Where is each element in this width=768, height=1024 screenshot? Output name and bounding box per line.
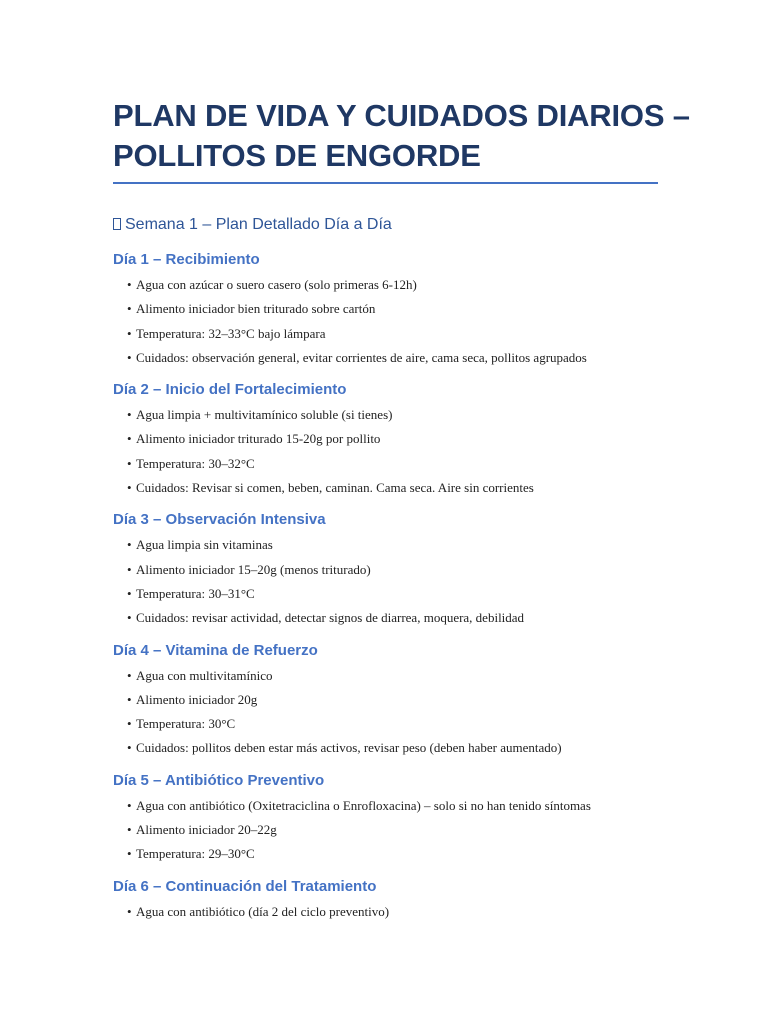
day-heading: Día 6 – Continuación del Tratamiento <box>113 877 377 895</box>
list-item <box>127 346 658 370</box>
bullet-icon: • <box>127 561 132 577</box>
bullet-icon: • <box>127 301 132 317</box>
day-heading: Día 1 – Recibimiento <box>113 251 260 268</box>
list-item-text: Cuidados: observación general, evitar corrientes de aire, cama seca, pollitos agrupados <box>136 349 587 365</box>
day-section <box>113 641 658 761</box>
day-section <box>113 510 658 630</box>
list-item <box>127 794 658 818</box>
list-item <box>127 476 658 500</box>
list-item <box>127 403 658 427</box>
week-section-heading <box>113 214 658 236</box>
bullet-icon: • <box>127 610 132 626</box>
list-item-text: Alimento iniciador bien triturado sobre cartón <box>136 301 376 317</box>
day-section <box>113 771 658 867</box>
list-item-text: Agua con multivitamínico <box>136 667 273 683</box>
day-heading: Día 2 – Inicio del Fortalecimiento <box>113 381 347 399</box>
list-item-text: Agua limpia + multivitamínico soluble (si tienes) <box>136 407 393 423</box>
list-item <box>127 273 658 297</box>
list-item <box>127 818 658 842</box>
list-item <box>127 582 658 606</box>
day-items-list <box>113 794 658 867</box>
day-items-list <box>113 533 658 630</box>
list-item-text: Alimento iniciador 20g <box>136 691 258 707</box>
list-item-text: Agua limpia sin vitaminas <box>136 537 273 553</box>
list-item <box>127 900 658 924</box>
missing-glyph-icon <box>113 218 121 230</box>
list-item <box>127 712 658 736</box>
list-item-text: Cuidados: revisar actividad, detectar signos de diarrea, moquera, debilidad <box>136 610 525 626</box>
list-item <box>127 533 658 557</box>
day-heading: Día 4 – Vitamina de Refuerzo <box>113 641 318 659</box>
document-page <box>113 96 690 924</box>
bullet-icon: • <box>127 585 132 601</box>
list-item-text: Agua con azúcar o suero casero (solo primeras 6-12h) <box>136 277 417 292</box>
bullet-icon: • <box>127 797 132 813</box>
bullet-icon: • <box>127 740 132 756</box>
list-item <box>127 664 658 688</box>
bullet-icon: • <box>127 846 132 862</box>
bullet-icon: • <box>127 667 132 683</box>
list-item <box>127 688 658 712</box>
list-item-text: Temperatura: 29–30°C <box>136 846 255 862</box>
list-item-text: Cuidados: pollitos deben estar más activos, revisar peso (deben haber aumentado) <box>136 740 562 756</box>
bullet-icon: • <box>127 349 132 365</box>
bullet-icon: • <box>127 691 132 707</box>
list-item-text: Temperatura: 30°C <box>136 716 236 732</box>
bullet-icon: • <box>127 277 132 292</box>
day-section <box>113 380 658 500</box>
list-item-text: Alimento iniciador triturado 15-20g por pollito <box>136 431 381 447</box>
list-item <box>127 322 658 346</box>
day-items-list <box>113 664 658 761</box>
day-items-list <box>113 403 658 500</box>
bullet-icon: • <box>127 903 132 919</box>
days-list <box>113 250 658 924</box>
bullet-icon: • <box>127 325 132 341</box>
list-item <box>127 736 658 760</box>
bullet-icon: • <box>127 407 132 423</box>
title-line-1: PLAN DE VIDA Y CUIDADOS DIARIOS – <box>113 98 690 133</box>
list-item-text: Temperatura: 30–32°C <box>136 455 255 471</box>
bullet-icon: • <box>127 431 132 447</box>
list-item-text: Agua con antibiótico (Oxitetraciclina o Enrofloxacina) – solo si no han tenido síntomas <box>136 797 591 813</box>
day-heading: Día 3 – Observación Intensiva <box>113 511 326 529</box>
bullet-icon: • <box>127 480 132 496</box>
list-item <box>127 427 658 451</box>
bullet-icon: • <box>127 537 132 553</box>
list-item-text: Alimento iniciador 20–22g <box>136 822 277 838</box>
day-items-list <box>113 900 658 924</box>
day-section <box>113 877 658 924</box>
bullet-icon: • <box>127 822 132 838</box>
week-section-heading-text: Semana 1 – Plan Detallado Día a Día <box>125 216 392 233</box>
document-title <box>113 96 690 184</box>
list-item-text: Temperatura: 30–31°C <box>136 585 255 601</box>
list-item <box>127 452 658 476</box>
list-item <box>127 606 658 630</box>
list-item <box>127 842 658 866</box>
bullet-icon: • <box>127 716 132 732</box>
list-item-text: Cuidados: Revisar si comen, beben, caminan. Cama seca. Aire sin corrientes <box>136 480 534 496</box>
list-item <box>127 297 658 321</box>
bullet-icon: • <box>127 455 132 471</box>
list-item-text: Alimento iniciador 15–20g (menos triturado) <box>136 561 371 577</box>
day-items-list <box>113 273 658 370</box>
day-heading: Día 5 – Antibiótico Preventivo <box>113 771 325 789</box>
list-item-text: Temperatura: 32–33°C bajo lámpara <box>136 325 326 341</box>
day-section <box>113 250 658 370</box>
list-item-text: Agua con antibiótico (día 2 del ciclo preventivo) <box>136 903 390 919</box>
title-line-2: POLLITOS DE ENGORDE <box>113 138 481 173</box>
list-item <box>127 558 658 582</box>
